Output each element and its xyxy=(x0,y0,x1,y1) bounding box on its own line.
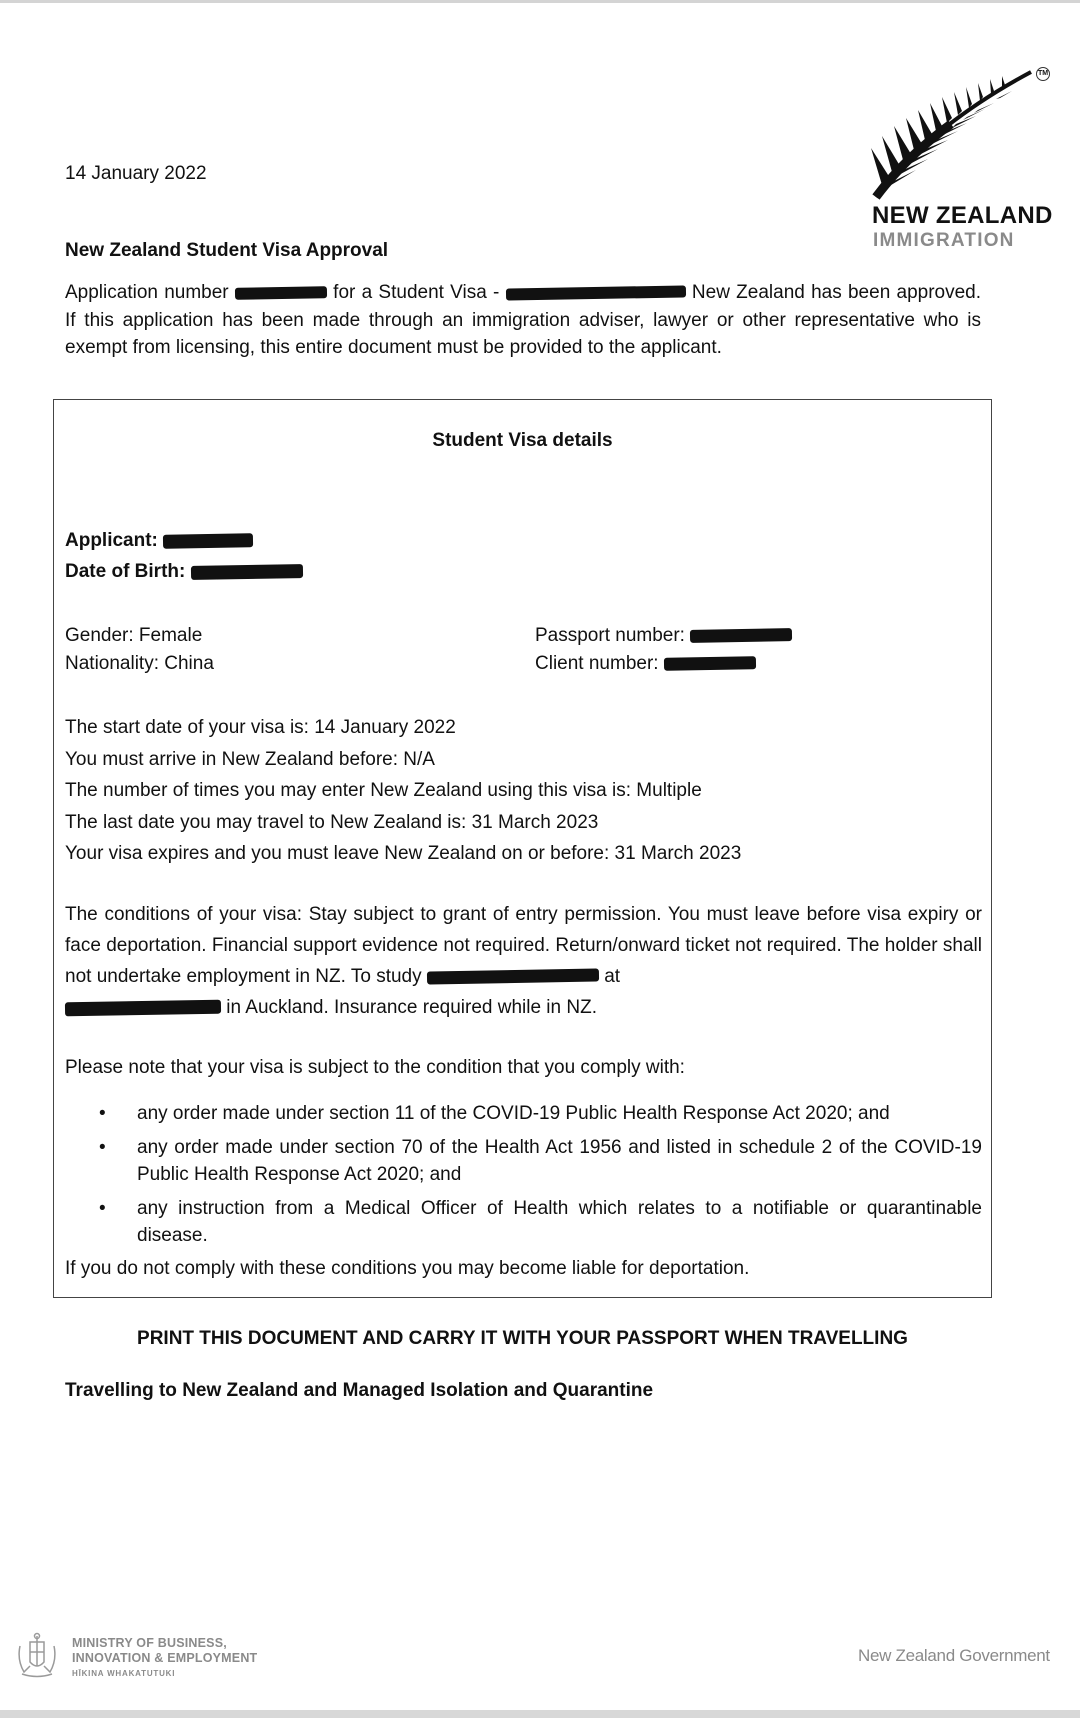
list-item-text: any instruction from a Medical Officer of Health which relates to a notifiable or quarantinable disease. xyxy=(137,1198,982,1246)
visa-details-heading: Student Visa details xyxy=(432,430,613,451)
arrive-before: You must arrive in New Zealand before: N/A xyxy=(65,748,435,770)
visa-conditions-paragraph xyxy=(65,899,982,1023)
redacted-institution xyxy=(65,1000,221,1017)
redacted-applicant-name xyxy=(163,533,253,549)
redacted-application-number xyxy=(235,286,327,300)
redacted-passport-number xyxy=(690,629,792,644)
bottom-border xyxy=(0,1710,1080,1718)
dob-label: Date of Birth: xyxy=(65,561,186,582)
bullet-icon: • xyxy=(99,1198,106,1219)
dob-row xyxy=(65,561,303,583)
list-item-text: any order made under section 70 of the Health Act 1956 and listed in schedule 2 of the COVID-19 Public Health Response Act 2020; and xyxy=(137,1137,982,1185)
letter-date: 14 January 2022 xyxy=(65,163,207,184)
last-travel-date: The last date you may travel to New Zealand is: 31 March 2023 xyxy=(65,811,599,833)
travel-section-heading: Travelling to New Zealand and Managed Isolation and Quarantine xyxy=(65,1380,654,1401)
applicant-label: Applicant: xyxy=(65,530,158,551)
top-border xyxy=(0,0,1080,3)
compliance-note: Please note that your visa is subject to the condition that you comply with: xyxy=(65,1057,685,1078)
visa-details-box xyxy=(53,399,992,1298)
compliance-list xyxy=(65,1100,982,1256)
mbie-line-2: INNOVATION & EMPLOYMENT xyxy=(72,1651,258,1665)
letter-title: New Zealand Student Visa Approval xyxy=(65,240,389,261)
client-label: Client number: xyxy=(535,653,659,674)
deportation-warning: If you do not comply with these conditions you may become liable for deportation. xyxy=(65,1258,750,1279)
conditions-text-3: in Auckland. Insurance required while in NZ. xyxy=(226,997,597,1018)
nz-government-logo: New Zealand Government xyxy=(858,1646,1050,1665)
passport-row xyxy=(535,625,792,647)
list-item-text: any order made under section 11 of the COVID-19 Public Health Response Act 2020; and xyxy=(137,1103,890,1124)
mbie-logo xyxy=(72,1636,257,1681)
visa-expiry: Your visa expires and you must leave New Zealand on or before: 31 March 2023 xyxy=(65,843,742,864)
silver-fern-icon xyxy=(866,62,1036,202)
conditions-text-1: The conditions of your visa: Stay subject to grant of entry permission. You must leave before visa expiry or face deportation. Financial support evidence not required. Return/onward ticket not required. The holder shall not undertake employment in NZ. To study xyxy=(65,904,982,987)
applicant-row xyxy=(65,530,253,552)
passport-label: Passport number: xyxy=(535,625,685,646)
gender-field: Gender: Female xyxy=(65,625,203,646)
print-instruction: PRINT THIS DOCUMENT AND CARRY IT WITH YOUR PASSPORT WHEN TRAVELLING xyxy=(137,1328,908,1349)
list-item xyxy=(65,1134,982,1188)
entry-count: The number of times you may enter New Zealand using this visa is: Multiple xyxy=(65,780,702,801)
nz-coat-of-arms-icon xyxy=(12,1632,62,1680)
redacted-dob xyxy=(190,564,302,580)
logo-sub-text: IMMIGRATION xyxy=(873,230,1015,251)
logo-brand-text: NEW ZEALAND xyxy=(872,202,1053,229)
intro-paragraph xyxy=(65,279,981,362)
intro-text-1: Application number xyxy=(65,282,229,303)
bullet-icon: • xyxy=(99,1103,106,1124)
trademark-mark: TM xyxy=(1036,67,1050,81)
intro-text-3: New Zealand has been approved. If this application has been made through an immigration adviser, lawyer or other representative who is exempt from licensing, this entire document must be provided to the applicant. xyxy=(65,282,982,358)
conditions-text-2: at xyxy=(604,966,621,987)
mbie-line-3: HĪKINA WHAKATUTUKI xyxy=(72,1669,176,1678)
visa-dates-block xyxy=(65,712,741,870)
list-item xyxy=(65,1100,982,1127)
mbie-line-1: MINISTRY OF BUSINESS, xyxy=(72,1636,227,1650)
visa-start-date: The start date of your visa is: 14 January 2022 xyxy=(65,717,456,738)
list-item xyxy=(65,1195,982,1249)
client-row xyxy=(535,653,756,675)
redacted-client-number xyxy=(664,657,756,672)
nz-immigration-logo xyxy=(866,62,1066,262)
nationality-field: Nationality: China xyxy=(65,653,214,674)
intro-text-2: for a Student Visa - xyxy=(333,282,500,303)
redacted-course xyxy=(506,285,686,300)
redacted-study-course xyxy=(427,969,599,985)
bullet-icon: • xyxy=(99,1137,106,1158)
